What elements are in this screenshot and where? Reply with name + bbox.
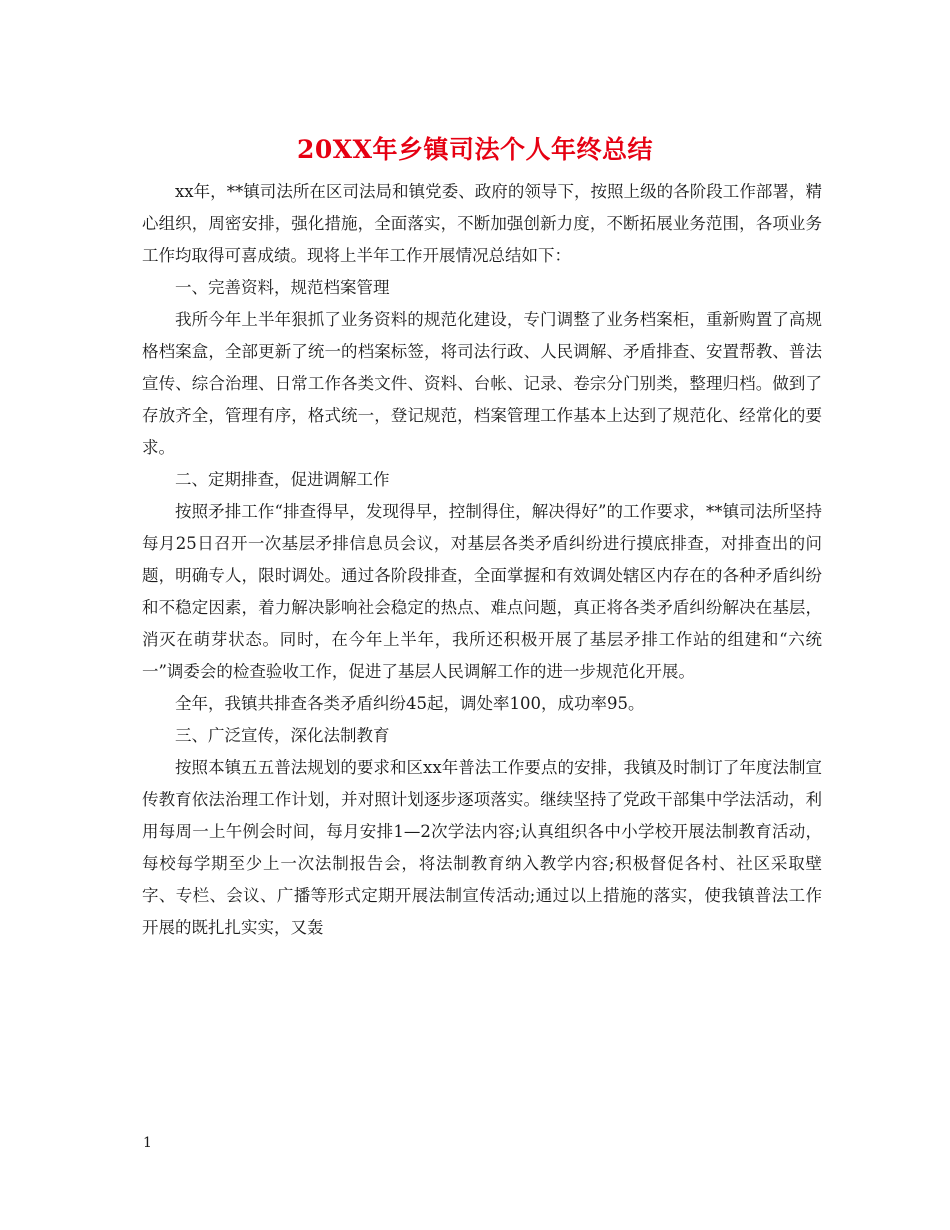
section-1-paragraph: 我所今年上半年狠抓了业务资料的规范化建设，专门调整了业务档案柜，重新购置了高规格档案盒，全部更新了统一的档案标签，将司法行政、人民调解、矛盾排查、安置帮教、普法宣传、综合治理、日常工作各类文件、资料、台帐、记录、卷宗分门别类，整理归档。做到了存放齐全，管理有序，格式统一，登记规范，档案管理工作基本上达到了规范化、经常化的要求。 bbox=[142, 310, 822, 457]
section-heading-2: 二、定期排查，促进调解工作 bbox=[175, 470, 390, 489]
section-2-paragraph: 按照矛排工作“排查得早，发现得早，控制得住，解决得好”的工作要求，**镇司法所坚持每月25日召开一次基层矛排信息员会议，对基层各类矛盾纠纷进行摸底排查，对排查出的问题，明确专人，限时调处。通过各阶段排查，全面掌握和有效调处辖区内存在的各种矛盾纠纷和不稳定因素，着力解决影响社会稳定的热点、难点问题，真正将各类矛盾纠纷解决在基层，消灭在萌芽状态。同时，在今年上半年，我所还积极开展了基层矛排工作站的组建和“六统一”调委会的检查验收工作，促进了基层人民调解工作的进一步规范化开展。 bbox=[142, 502, 822, 681]
document-body bbox=[142, 176, 822, 944]
intro-paragraph: xx年，**镇司法所在区司法局和镇党委、政府的领导下，按照上级的各阶段工作部署，精心组织，周密安排，强化措施，全面落实，不断加强创新力度，不断拓展业务范围，各项业务工作均取得可喜成绩。现将上半年工作开展情况总结如下： bbox=[142, 182, 822, 265]
section-heading-3: 三、广泛宣传，深化法制教育 bbox=[175, 726, 390, 745]
page-number: 1 bbox=[143, 1135, 152, 1151]
section-heading-1: 一、完善资料，规范档案管理 bbox=[175, 278, 390, 297]
section-3-paragraph: 按照本镇五五普法规划的要求和区xx年普法工作要点的安排，我镇及时制订了年度法制宣传教育依法治理工作计划，并对照计划逐步逐项落实。继续坚持了党政干部集中学法活动，利用每周一上午例会时间，每月安排1—2次学法内容;认真组织各中小学校开展法制教育活动，每校每学期至少上一次法制报告会，将法制教育纳入教学内容;积极督促各村、社区采取壁字、专栏、会议、广播等形式定期开展法制宣传活动;通过以上措施的落实，使我镇普法工作开展的既扎扎实实，又轰 bbox=[142, 758, 822, 937]
section-2-summary-paragraph: 全年，我镇共排查各类矛盾纠纷45起，调处率100，成功率95。 bbox=[175, 694, 645, 713]
document-title: 20XX年乡镇司法个人年终总结 bbox=[296, 135, 654, 164]
